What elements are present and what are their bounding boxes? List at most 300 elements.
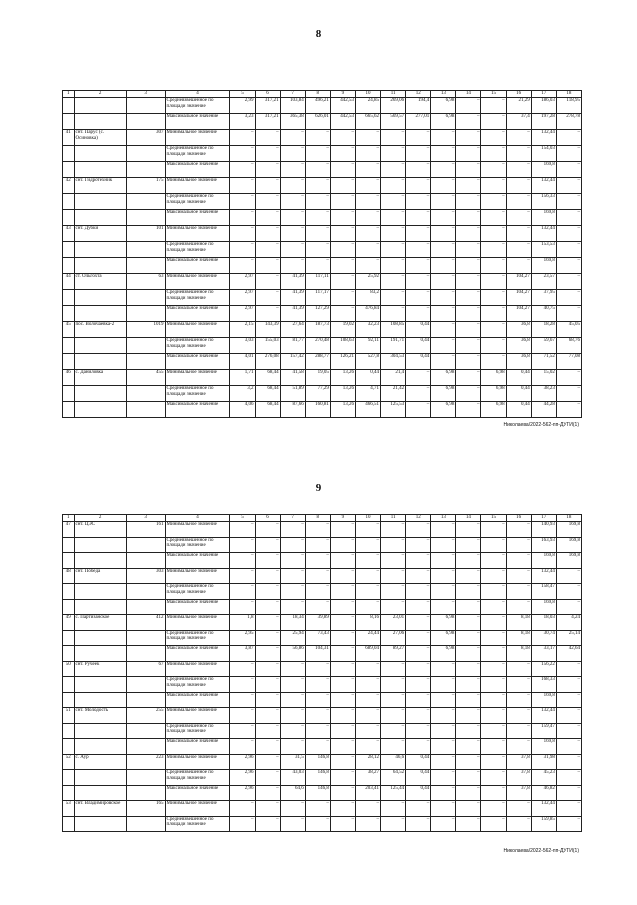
table-cell: – [431,754,456,770]
table-cell: 21,29 [506,98,531,114]
table-cell: – [456,370,481,386]
table-cell: – [381,692,406,708]
table-cell: – [255,677,280,693]
settlement-name [74,162,126,178]
table-cell: – [506,801,531,817]
table-cell: – [381,130,406,146]
table-cell: 527,8 [355,354,380,370]
table-cell: – [431,338,456,354]
row-index [63,162,75,178]
table-cell: – [280,130,305,146]
table-cell: – [431,258,456,274]
table-cell: – [556,692,581,708]
table-cell: 23,01 [381,615,406,631]
table-cell: 104,27 [506,306,531,322]
table-cell: – [406,801,431,817]
table-cell: – [255,708,280,724]
table-cell: – [506,816,531,832]
table-cell: – [255,553,280,569]
table-cell: – [456,692,481,708]
table-cell: – [355,677,380,693]
table-cell: 30,74 [531,630,556,646]
table-cell: – [456,754,481,770]
table-cell: – [431,242,456,258]
table-cell: 169,8 [531,553,556,569]
table-cell: – [230,553,255,569]
area-value [126,386,165,402]
table-row [63,723,582,739]
table-row [63,338,582,354]
table-cell: – [330,754,355,770]
settlement-name [74,677,126,693]
table-cell: – [305,242,330,258]
table-cell: 317,21 [255,114,280,130]
row-index: 47 [63,522,75,538]
value-type: Максимальное значение [165,162,230,178]
table-cell: 6,98 [431,386,456,402]
row-index [63,146,75,162]
table-cell: – [381,739,406,755]
table-cell: – [506,584,531,600]
table-cell: – [506,677,531,693]
table-cell: – [381,146,406,162]
table-cell: – [280,801,305,817]
table-cell: 125,53 [381,402,406,418]
table-cell: – [431,801,456,817]
settlement-name [74,630,126,646]
table-cell: – [556,274,581,290]
table-cell: 104,27 [506,274,531,290]
table-cell: 24,85 [355,98,380,114]
value-type: Минимальное значение [165,754,230,770]
table-cell: – [255,785,280,801]
table-cell: – [481,630,506,646]
row-index: 43 [63,226,75,242]
table-cell: 37,8 [506,754,531,770]
table-cell: – [255,646,280,662]
table-cell: 689,04 [355,646,380,662]
table-cell: – [330,816,355,832]
value-type: Средневзвешенное по площади значение [165,98,230,114]
table-row [63,386,582,402]
table-cell: – [330,599,355,615]
table-row [63,630,582,646]
settlement-name: пос. Волочаевка-2 [74,322,126,338]
table-cell: – [230,537,255,553]
settlement-name: с. Партизанское [74,615,126,631]
table-cell: – [406,226,431,242]
table-cell: 0,44 [406,770,431,786]
table-cell: 103,84 [280,98,305,114]
table-cell: – [481,599,506,615]
table-cell: – [255,274,280,290]
table-cell: 132,44 [531,130,556,146]
table-cell: 2,97 [230,306,255,322]
table-cell: – [355,258,380,274]
table-cell: – [431,785,456,801]
settlement-name [74,537,126,553]
table-cell: – [406,290,431,306]
table-cell: – [305,162,330,178]
table-cell: – [406,661,431,677]
table-cell: – [305,537,330,553]
settlement-name [74,354,126,370]
area-value [126,194,165,210]
table-cell: 169,8 [531,599,556,615]
table-cell: – [481,354,506,370]
table-cell: – [556,146,581,162]
settlement-name [74,402,126,418]
row-index [63,537,75,553]
column-number: 2 [74,515,126,522]
table-cell: – [255,692,280,708]
table-cell: 41,58 [280,370,305,386]
table-cell: 169,8 [531,210,556,226]
table-cell: 108,63 [330,338,355,354]
table-cell: – [255,130,280,146]
table-cell: – [381,568,406,584]
table-cell: – [330,162,355,178]
table-cell: – [506,599,531,615]
table-cell: – [556,210,581,226]
table-cell: 64,52 [381,770,406,786]
table-cell: – [481,114,506,130]
table-cell: – [431,677,456,693]
table-cell: 18,03 [531,615,556,631]
table-cell: 476,84 [355,306,380,322]
table-cell: – [506,130,531,146]
table-cell: – [355,692,380,708]
table-row [63,322,582,338]
table-cell: 25,94 [280,630,305,646]
table-cell: – [456,386,481,402]
settlement-name [74,739,126,755]
table-cell: – [506,226,531,242]
table-cell: 442,53 [330,114,355,130]
table-cell: 0,44 [506,370,531,386]
table-cell: – [280,146,305,162]
table-cell: – [556,816,581,832]
table-cell: – [330,739,355,755]
table-cell: – [506,692,531,708]
column-number: 7 [280,91,305,98]
table-row [63,816,582,832]
table-cell: – [255,584,280,600]
table-cell: – [355,801,380,817]
table-cell: 68,44 [255,402,280,418]
table-cell: 276,08 [255,354,280,370]
table-cell: – [230,723,255,739]
table-cell: – [481,785,506,801]
table-cell: – [330,801,355,817]
table-cell: 37,8 [506,770,531,786]
page-number: 8 [315,28,322,40]
settlement-name: снт. Молодость [74,708,126,724]
table-cell: – [305,708,330,724]
table-cell: – [456,615,481,631]
column-number: 17 [531,91,556,98]
table-cell: – [431,306,456,322]
settlement-name [74,194,126,210]
table-cell: 6,98 [431,630,456,646]
table-cell: 155,03 [255,338,280,354]
area-value [126,402,165,418]
table-cell: – [481,130,506,146]
row-index: 49 [63,615,75,631]
table-cell: – [280,708,305,724]
table-cell: 2,96 [230,754,255,770]
row-index [63,723,75,739]
area-value [126,785,165,801]
table-cell: – [431,178,456,194]
table-cell: 92,11 [355,338,380,354]
table-cell: – [481,338,506,354]
table-cell: 0,44 [506,386,531,402]
table-cell: – [330,226,355,242]
value-type: Максимальное значение [165,402,230,418]
table-cell: 68,44 [255,370,280,386]
table-cell: – [456,553,481,569]
area-value: 455 [126,370,165,386]
table-cell: – [456,402,481,418]
column-number: 15 [481,515,506,522]
settlement-name [74,386,126,402]
row-index: 46 [63,370,75,386]
value-type: Максимальное значение [165,599,230,615]
table-cell: 169,8 [531,258,556,274]
table-cell: – [431,130,456,146]
table-cell: – [456,584,481,600]
table-cell: 89,27 [381,646,406,662]
table-cell: – [330,130,355,146]
table-cell: – [255,178,280,194]
table-cell: – [255,537,280,553]
table-row [63,146,582,162]
table-cell: – [556,162,581,178]
table-cell: – [556,242,581,258]
table-cell: – [431,290,456,306]
table-cell: – [381,306,406,322]
table-cell: – [330,146,355,162]
table-cell: – [506,194,531,210]
table-cell: – [506,242,531,258]
table-cell: 23,57 [531,274,556,290]
table-cell: – [406,816,431,832]
table-cell: – [506,723,531,739]
table-cell: – [456,354,481,370]
table-row [63,568,582,584]
table-cell: – [381,162,406,178]
value-type: Максимальное значение [165,692,230,708]
table-cell: – [456,306,481,322]
table-row [63,274,582,290]
table-cell: 104,27 [506,290,531,306]
table-cell: 665,62 [355,114,380,130]
area-value: 223 [126,754,165,770]
table-cell: – [330,568,355,584]
table-cell: – [355,553,380,569]
table-cell: 160,81 [305,402,330,418]
table-cell: 269,06 [381,98,406,114]
settlement-name: ст. Ольгохта [74,274,126,290]
area-value [126,290,165,306]
table-cell: 13,26 [330,370,355,386]
table-cell: – [431,194,456,210]
table-cell: 33,17 [531,646,556,662]
table-cell: – [406,522,431,538]
table-cell: 38,23 [531,386,556,402]
value-type: Максимальное значение [165,785,230,801]
table-cell: 6,98 [431,370,456,386]
table-cell: 64,6 [280,785,305,801]
table-cell: – [406,130,431,146]
table-cell: – [330,290,355,306]
area-value [126,338,165,354]
value-type: Минимальное значение [165,178,230,194]
table-cell: – [456,162,481,178]
table-cell: – [255,723,280,739]
table-cell: – [255,290,280,306]
table-cell: – [431,226,456,242]
table-cell: – [305,739,330,755]
area-value [126,770,165,786]
table-cell: – [230,692,255,708]
table-cell: – [506,162,531,178]
table-cell: – [431,553,456,569]
table-cell: 496,21 [305,98,330,114]
table-cell: 0,44 [406,322,431,338]
table-cell: – [431,599,456,615]
table-cell: 169,8 [531,739,556,755]
table-cell: 569,57 [381,114,406,130]
table-cell: – [431,210,456,226]
table-cell: – [255,568,280,584]
table-cell: 37,4 [506,114,531,130]
table-cell: – [456,661,481,677]
table-cell: 59,67 [531,338,556,354]
table-cell: 38,27 [355,770,380,786]
table-cell: 56,86 [280,646,305,662]
area-value [126,739,165,755]
table-cell: – [280,568,305,584]
table-cell: 146,8 [305,785,330,801]
row-index: 41 [63,130,75,146]
table-cell: 2,97 [230,274,255,290]
settlement-name [74,114,126,130]
table-cell: 117,17 [305,290,330,306]
column-number: 10 [355,515,380,522]
table-cell: – [406,677,431,693]
settlement-name [74,723,126,739]
table-cell: – [556,258,581,274]
table-cell: – [230,242,255,258]
table-row [63,677,582,693]
table-cell: – [355,537,380,553]
column-number: 3 [126,515,165,522]
value-type: Средневзвешенное по площади значение [165,338,230,354]
table-row [63,290,582,306]
table-cell: – [456,785,481,801]
table-cell: 442,53 [330,98,355,114]
table-cell: – [305,816,330,832]
table-cell: 4,06 [230,402,255,418]
table-cell: 2,95 [230,630,255,646]
row-index: 45 [63,322,75,338]
table-cell: 0,44 [506,402,531,418]
table-cell: – [406,692,431,708]
table-cell: – [456,646,481,662]
table-cell: – [431,354,456,370]
row-index [63,306,75,322]
table-cell: – [481,816,506,832]
table-row [63,162,582,178]
table-cell: – [506,661,531,677]
table-cell: – [305,661,330,677]
table-cell: – [381,816,406,832]
table-cell: – [481,162,506,178]
table-cell: – [456,739,481,755]
table-cell: – [381,553,406,569]
table-cell: – [481,522,506,538]
value-type: Средневзвешенное по площади значение [165,816,230,832]
table-cell: – [481,661,506,677]
table-cell: – [255,210,280,226]
table-cell: – [406,146,431,162]
table-cell: – [481,553,506,569]
table-cell: – [305,130,330,146]
table-cell: – [556,306,581,322]
table-cell: – [456,770,481,786]
row-index [63,290,75,306]
table-cell: – [456,194,481,210]
area-value [126,258,165,274]
table-cell: 6,98 [431,402,456,418]
table-cell: – [556,708,581,724]
column-number: 11 [381,91,406,98]
table-cell: – [406,386,431,402]
table-cell: – [355,162,380,178]
table-cell: 156,33 [531,194,556,210]
table-cell: 117,11 [305,274,330,290]
table-cell: – [330,584,355,600]
row-index [63,98,75,114]
value-type: Максимальное значение [165,306,230,322]
area-value [126,630,165,646]
table-cell: – [381,226,406,242]
table-cell: – [506,568,531,584]
value-type: Средневзвешенное по площади значение [165,194,230,210]
value-type: Минимальное значение [165,615,230,631]
column-number: 13 [431,515,456,522]
column-number: 7 [280,515,305,522]
table-cell: 21,4 [381,370,406,386]
table-cell: – [556,370,581,386]
table-cell: – [280,178,305,194]
table-cell: 19,05 [305,370,330,386]
table-cell: – [481,226,506,242]
table-cell: – [330,306,355,322]
table-cell: 6,98 [431,114,456,130]
row-index [63,692,75,708]
table-cell: – [481,537,506,553]
table-cell: – [456,130,481,146]
table-cell: 6,98 [431,98,456,114]
table-cell: – [381,274,406,290]
table-cell: – [355,584,380,600]
table-cell: – [481,677,506,693]
table-cell: 159,85 [531,816,556,832]
column-number: 2 [74,91,126,98]
